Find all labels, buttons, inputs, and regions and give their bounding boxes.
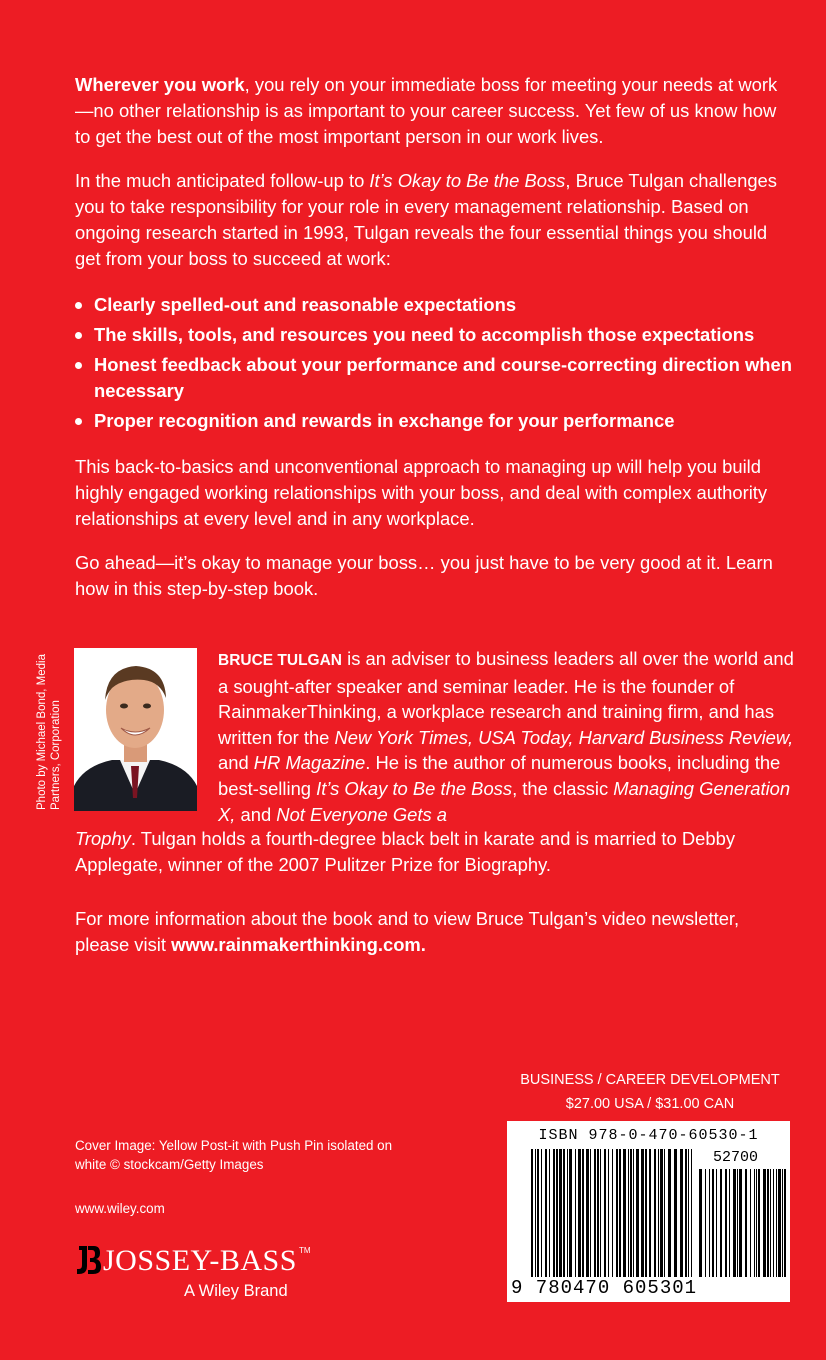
photo-credit: Photo by Michael Bond, Media Partners, Corporation [36,654,62,810]
list-item: Clearly spelled-out and reasonable expectations [75,292,805,318]
barcode-price-code: 52700 [713,1149,759,1166]
book-category: BUSINESS / CAREER DEVELOPMENT [520,1072,780,1088]
bullet-icon [75,418,82,425]
author-name: BRUCE TULGAN [218,652,342,669]
cover-image-credit: Cover Image: Yellow Post-it with Push Pin isolated on white © stockcam/Getty Images [75,1138,393,1172]
publisher-website[interactable]: www.wiley.com [75,1201,165,1216]
intro-paragraph [75,72,795,150]
author-portrait-icon [74,648,197,811]
isbn-number: ISBN 978-0-470-60530-1 [538,1127,759,1144]
author-bio-continued: Trophy. Tulgan holds a fourth-degree black belt in karate and is married to Debby Applegate, winner of the 2007 Pulitzer Prize for Biography. [75,828,736,875]
followup-paragraph [75,168,795,272]
jossey-bass-mark-icon [75,1244,101,1276]
intro-lead: Wherever you work [75,74,245,95]
publisher-logo [75,1244,315,1304]
barcode-digits: 9 780470 605301 [511,1277,698,1299]
book-price: $27.00 USA / $31.00 CAN [565,1096,735,1112]
followup-text-pre: In the much anticipated follow-up to [75,170,370,191]
closing-paragraph: Go ahead—it’s okay to manage your boss… you just have to be very good at it. Learn how in this step-by-step book. [75,552,773,599]
isbn-barcode [507,1121,790,1302]
author-photo [74,648,197,811]
author-website-link[interactable]: www.rainmakerthinking.com. [171,934,426,955]
list-item: The skills, tools, and resources you need to accomplish those expectations [75,322,805,348]
publisher-brand: A Wiley Brand [184,1282,288,1300]
list-item: Proper recognition and rewards in exchange for your performance [75,408,805,434]
essentials-list [75,292,805,438]
publisher-name: JOSSEY-BASS [103,1244,297,1277]
list-item: Honest feedback about your performance and course-correcting direction when necessary [75,352,805,404]
trademark-mark: TM [299,1246,311,1255]
followup-text-post: , Bruce Tulgan challenges you to take responsibility for your role in every management relationship. Based on ongoing research started in 1993, Tulgan reveals the four essential things you should get from your boss to succeed at work: [75,170,777,269]
author-bio: BRUCE TULGAN is an adviser to business leaders all over the world and a sought-after speaker and seminar leader. He is the founder of RainmakerThinking, a workplace research and training firm, and has written for the New York Times, USA Today, Harvard Business Review, and HR Magazine. He is the author of numerous books, including the best-selling It’s Okay to Be the Boss, the classic Managing Generation X, and Not Everyone Gets a [218,648,794,825]
intro-text: , you rely on your immediate boss for meeting your needs at work—no other relationship is as important to your career success. Yet few of us know how to get the best out of the most important person in our work lives. [75,74,778,147]
bullet-icon [75,362,82,369]
followup-book-title: It’s Okay to Be the Boss [369,170,566,191]
bullet-icon [75,302,82,309]
more-info-paragraph: For more information about the book and to view Bruce Tulgan’s video newsletter, please visit www.rainmakerthinking.com. [75,908,740,955]
bullet-icon [75,332,82,339]
approach-paragraph: This back-to-basics and unconventional approach to managing up will help you build highly engaged working relationships with your boss, and deal with complex authority relationships at every level and in any workplace. [75,456,768,529]
